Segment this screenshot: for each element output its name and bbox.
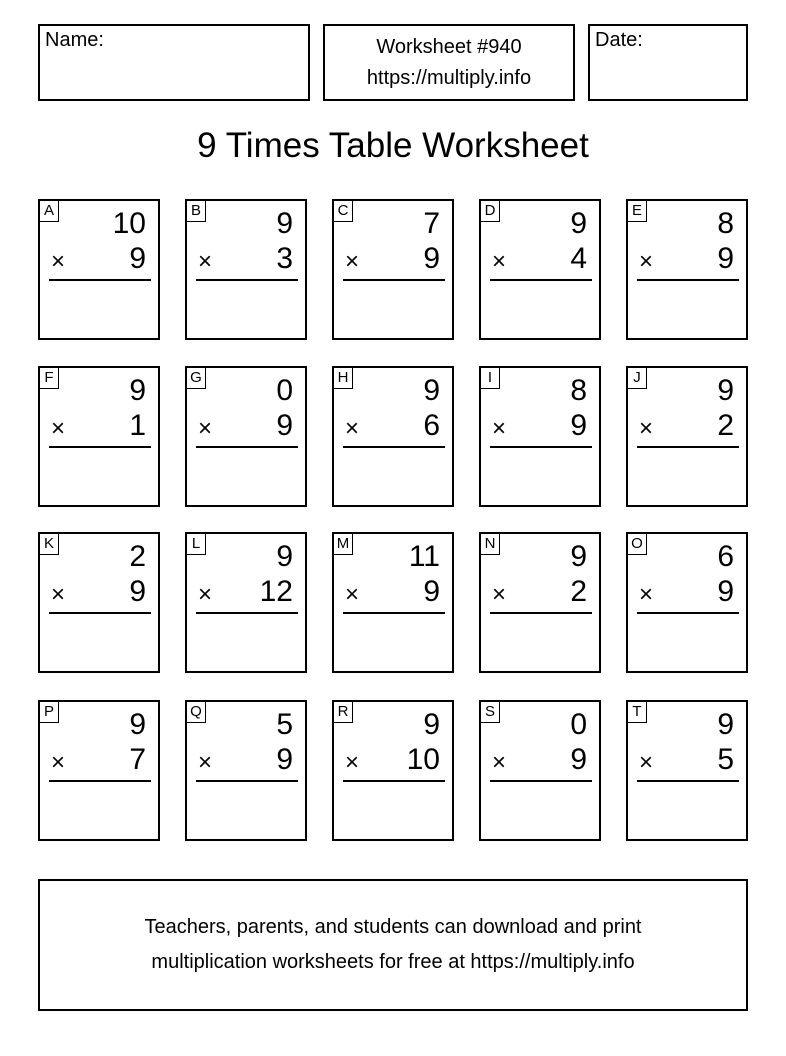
problem-bottom-number: 9 (129, 242, 146, 275)
problem-letter: I (481, 368, 500, 389)
answer-line (49, 612, 151, 614)
problem-letter: N (481, 534, 500, 555)
problem-bottom-number: 3 (276, 242, 293, 275)
answer-line (637, 780, 739, 782)
answer-line (490, 446, 592, 448)
problem-letter: A (40, 201, 59, 222)
multiply-sign: × (492, 248, 507, 275)
problem-bottom-number: 9 (129, 575, 146, 608)
problem-top-number: 2 (129, 540, 146, 573)
problem-card (626, 700, 748, 841)
answer-line (196, 612, 298, 614)
problem-card (479, 700, 601, 841)
answer-line (490, 612, 592, 614)
page-title: 9 Times Table Worksheet (197, 126, 589, 165)
answer-line (637, 279, 739, 281)
problem-letter: G (187, 368, 206, 389)
multiply-sign: × (345, 248, 360, 275)
problem-card (38, 532, 160, 673)
problem-top-number: 9 (570, 207, 587, 240)
multiply-sign: × (51, 749, 66, 776)
problem-bottom-number: 7 (129, 743, 146, 776)
problem-letter: K (40, 534, 59, 555)
problem-bottom-number: 6 (423, 409, 440, 442)
problem-letter: R (334, 702, 353, 723)
problem-top-number: 10 (112, 207, 146, 240)
answer-line (196, 446, 298, 448)
problem-card (626, 532, 748, 673)
footer-box (38, 879, 748, 1011)
worksheet-number: Worksheet #940 (376, 36, 522, 58)
problem-card (626, 366, 748, 507)
problem-letter: D (481, 201, 500, 222)
problem-card (38, 700, 160, 841)
problem-card (185, 199, 307, 340)
answer-line (49, 780, 151, 782)
problem-letter: O (628, 534, 647, 555)
problem-letter: P (40, 702, 59, 723)
footer-line-1: Teachers, parents, and students can download and print (144, 916, 642, 938)
problem-card (38, 366, 160, 507)
problem-top-number: 9 (129, 374, 146, 407)
problem-top-number: 0 (570, 708, 587, 741)
problem-bottom-number: 5 (717, 743, 734, 776)
multiply-sign: × (639, 248, 654, 275)
problem-card (332, 199, 454, 340)
multiply-sign: × (345, 415, 360, 442)
multiply-sign: × (51, 581, 66, 608)
problem-top-number: 8 (570, 374, 587, 407)
multiply-sign: × (492, 749, 507, 776)
problem-card (479, 366, 601, 507)
problem-bottom-number: 9 (276, 409, 293, 442)
problem-top-number: 9 (423, 708, 440, 741)
problem-letter: M (334, 534, 353, 555)
problem-top-number: 9 (276, 207, 293, 240)
problem-bottom-number: 4 (570, 242, 587, 275)
name-field (38, 24, 310, 101)
problem-bottom-number: 9 (423, 575, 440, 608)
problem-card (185, 366, 307, 507)
problem-letter: C (334, 201, 353, 222)
problem-letter: L (187, 534, 206, 555)
answer-line (343, 279, 445, 281)
problem-bottom-number: 2 (717, 409, 734, 442)
answer-line (343, 612, 445, 614)
problem-letter: T (628, 702, 647, 723)
problem-bottom-number: 9 (276, 743, 293, 776)
multiply-sign: × (198, 248, 213, 275)
multiply-sign: × (345, 581, 360, 608)
problem-card (626, 199, 748, 340)
problem-card (479, 199, 601, 340)
answer-line (343, 780, 445, 782)
problem-letter: Q (187, 702, 206, 723)
answer-line (196, 279, 298, 281)
answer-line (196, 780, 298, 782)
problem-bottom-number: 9 (717, 242, 734, 275)
problem-letter: B (187, 201, 206, 222)
problem-card (479, 532, 601, 673)
problem-top-number: 9 (717, 708, 734, 741)
problem-letter: H (334, 368, 353, 389)
problem-bottom-number: 9 (423, 242, 440, 275)
answer-line (637, 446, 739, 448)
problem-bottom-number: 9 (570, 409, 587, 442)
problem-top-number: 0 (276, 374, 293, 407)
problem-card (332, 366, 454, 507)
date-field (588, 24, 748, 101)
date-label: Date: (595, 29, 643, 51)
problem-letter: F (40, 368, 59, 389)
problem-top-number: 9 (276, 540, 293, 573)
multiply-sign: × (639, 415, 654, 442)
multiply-sign: × (51, 415, 66, 442)
multiply-sign: × (51, 248, 66, 275)
problem-letter: E (628, 201, 647, 222)
multiply-sign: × (345, 749, 360, 776)
problem-top-number: 7 (423, 207, 440, 240)
problem-letter: J (628, 368, 647, 389)
problem-card (185, 532, 307, 673)
answer-line (49, 279, 151, 281)
multiply-sign: × (639, 581, 654, 608)
answer-line (490, 279, 592, 281)
problem-bottom-number: 12 (259, 575, 293, 608)
problem-top-number: 9 (570, 540, 587, 573)
multiply-sign: × (639, 749, 654, 776)
answer-line (49, 446, 151, 448)
answer-line (490, 780, 592, 782)
problem-card (185, 700, 307, 841)
problem-top-number: 6 (717, 540, 734, 573)
multiply-sign: × (198, 415, 213, 442)
problem-bottom-number: 10 (406, 743, 440, 776)
answer-line (637, 612, 739, 614)
problem-top-number: 9 (717, 374, 734, 407)
problem-bottom-number: 9 (717, 575, 734, 608)
problem-top-number: 9 (129, 708, 146, 741)
problem-letter: S (481, 702, 500, 723)
worksheet-url: https://multiply.info (366, 67, 532, 89)
worksheet-info-box (323, 24, 575, 101)
name-label: Name: (45, 29, 104, 51)
problem-top-number: 11 (408, 540, 440, 573)
problem-bottom-number: 9 (570, 743, 587, 776)
problem-top-number: 8 (717, 207, 734, 240)
problem-top-number: 5 (276, 708, 293, 741)
problem-bottom-number: 1 (129, 409, 146, 442)
multiply-sign: × (198, 581, 213, 608)
footer-line-2: multiplication worksheets for free at https://multiply.info (151, 951, 635, 973)
multiply-sign: × (198, 749, 213, 776)
problem-card (38, 199, 160, 340)
multiply-sign: × (492, 415, 507, 442)
answer-line (343, 446, 445, 448)
problem-bottom-number: 2 (570, 575, 587, 608)
problem-top-number: 9 (423, 374, 440, 407)
multiply-sign: × (492, 581, 507, 608)
problem-card (332, 532, 454, 673)
problem-card (332, 700, 454, 841)
